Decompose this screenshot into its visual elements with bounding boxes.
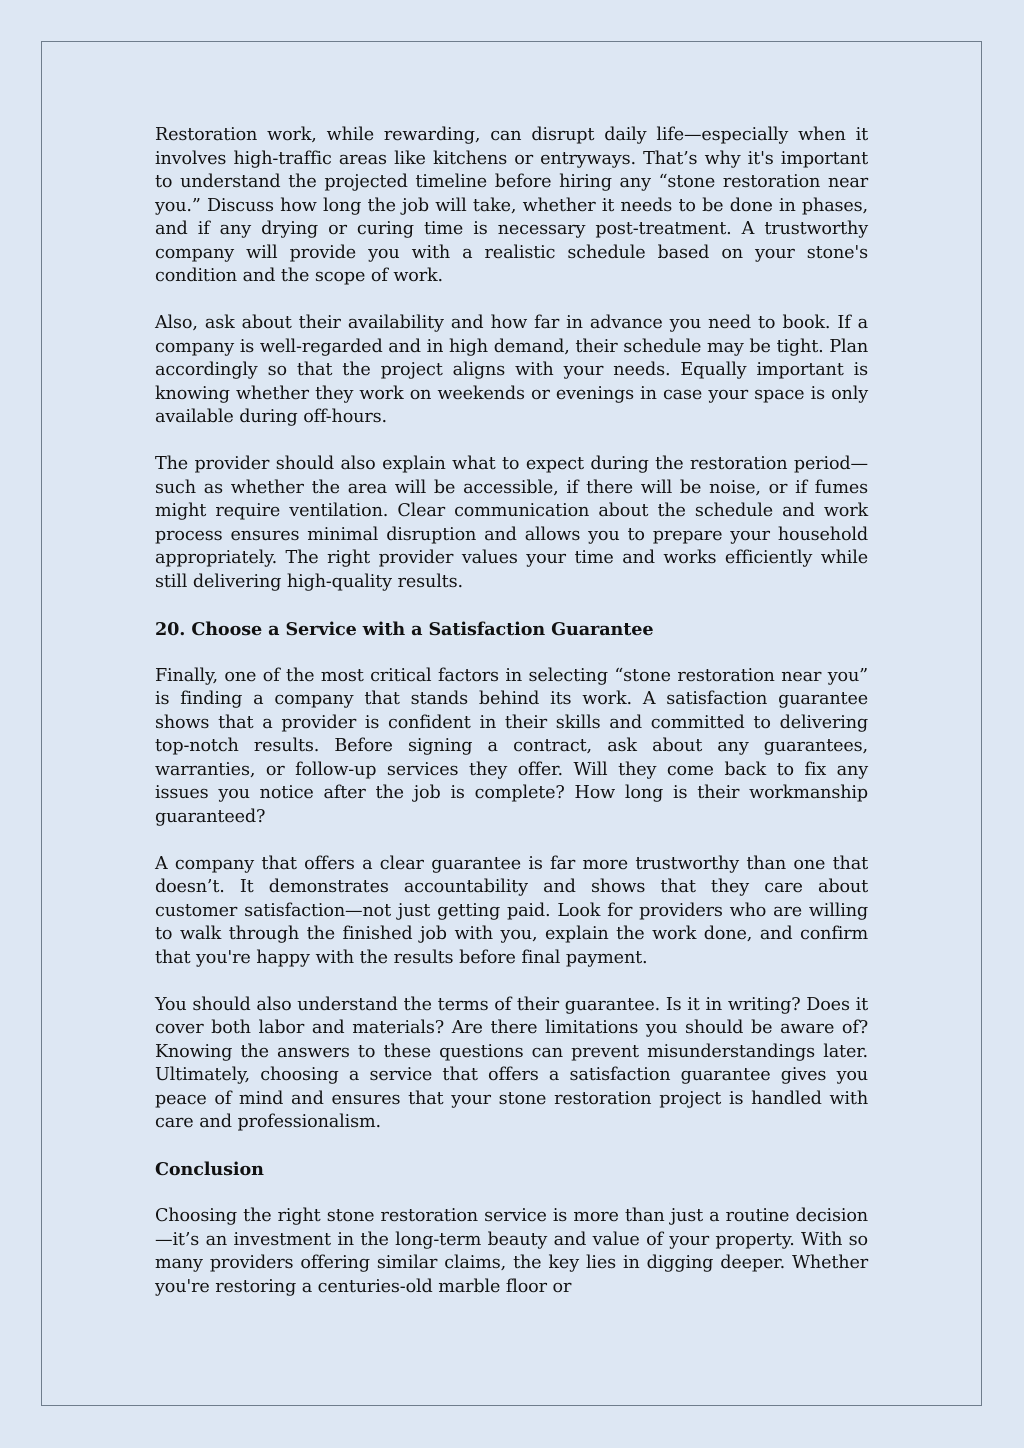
- paragraph-conclusion: Choosing the right stone restoration service is more than just a routine decision—it’s an investment in the long-term beauty and value of your property. With so many providers offering similar claims, the key lies in digging deeper. Whether you're restoring a centuries-old marble floor or: [155, 1206, 868, 1297]
- paragraph-availability: Also, ask about their availability and how far in advance you need to book. If a company is well-regarded and in high demand, their schedule may be tight. Plan accordingly so that the project aligns with your needs. Equally important is knowing whether they work on weekends or evenings in case your space is only available during off-hours.: [155, 313, 868, 427]
- section-heading-conclusion: Conclusion: [155, 1159, 264, 1180]
- paragraph-guarantee-intro: Finally, one of the most critical factors in selecting “stone restoration near you” is finding a company that stands behind its work. A satisfaction guarantee shows that a provider is confident in their skills and committed to delivering top-notch results. Before signing a contract, ask about any guarantees, warranties, or follow-up services they offer. Will they come back to fix any issues you notice after the job is complete? How long is their workmanship guaranteed?: [155, 665, 868, 827]
- section-heading-satisfaction-guarantee: 20. Choose a Service with a Satisfaction Guarantee: [155, 618, 654, 640]
- paragraph-expectations: The provider should also explain what to expect during the restoration period—such as whether the area will be accessible, if there will be noise, or if fumes might require ventilation. Clear communication about the schedule and work process ensures minimal disruption and allows you to prepare your household appropriately. The right provider values your time and works efficiently while still delivering high-quality results.: [155, 454, 868, 592]
- paragraph-guarantee-terms: You should also understand the terms of their guarantee. Is it in writing? Does it cover both labor and materials? Are there limitations you should be aware of? Knowing the answers to these questions can prevent misunderstandings later. Ultimately, choosing a service that offers a satisfaction guarantee gives you peace of mind and ensures that your stone restoration project is handled with care and professionalism.: [155, 994, 868, 1132]
- document-body: [155, 124, 868, 1323]
- paragraph-guarantee-trust: A company that offers a clear guarantee is far more trustworthy than one that doesn’t. It demonstrates accountability and shows that they care about customer satisfaction—not just getting paid. Look for providers who are willing to walk through the finished job with you, explain the work done, and confirm that you're happy with the results before final payment.: [155, 853, 868, 968]
- paragraph-timeline: Restoration work, while rewarding, can disrupt daily life—especially when it involves high-traffic areas like kitchens or entryways. That’s why it's important to understand the projected timeline before hiring any “stone restoration near you.” Discuss how long the job will take, whether it needs to be done in phases, and if any drying or curing time is necessary post-treatment. A trustworthy company will provide you with a realistic schedule based on your stone's condition and the scope of work.: [155, 125, 868, 286]
